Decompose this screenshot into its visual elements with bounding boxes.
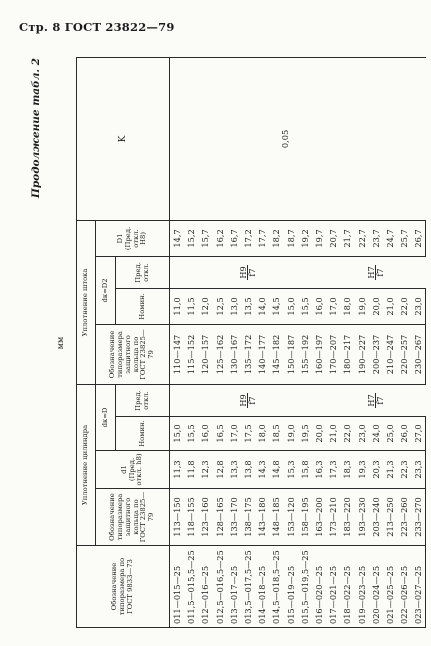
cyl-tolerance-a (170, 384, 327, 416)
cyl-d1: 17,3 (326, 451, 340, 489)
rod-ring-designation: 170—207 (326, 324, 340, 384)
cyl-dk-nominal: 16,0 (198, 417, 212, 451)
cyl-d1: 14,8 (269, 451, 283, 489)
type-designation: 012,5—016,5—25 (213, 546, 227, 628)
type-designation: 013—017—25 (227, 546, 241, 628)
rod-D1: 22,7 (354, 220, 368, 256)
rod-D1: 17,2 (241, 220, 255, 256)
rod-D1: 14,7 (170, 220, 185, 256)
rod-D1: 24,7 (383, 220, 397, 256)
rod-ring-designation: 210—247 (383, 324, 397, 384)
rod-dk-nominal: 17,0 (326, 288, 340, 324)
rod-tolerance-a (170, 256, 327, 288)
cyl-dk-nominal: 25,0 (383, 417, 397, 451)
cyl-ring-designation: 163—200 (312, 489, 326, 546)
rod-ring-designation: 125—162 (213, 324, 227, 384)
cyl-ring-designation: 148—185 (269, 489, 283, 546)
cyl-ring-designation: 153—120 (284, 489, 298, 546)
rod-dk-nominal: 22,0 (397, 288, 411, 324)
tolerance-shaft: f7 (375, 268, 386, 277)
tolerance-fraction (239, 393, 257, 407)
tolerance-fraction (367, 265, 385, 279)
rod-dk-nominal: 18,0 (340, 288, 354, 324)
cyl-dk-nominal: 15,0 (170, 417, 185, 451)
rod-tolerance-b (326, 256, 426, 288)
header-cyl-ring: Обозначение типоразмера защитного кольца по ГОСТ 23825—79 (96, 489, 170, 546)
cyl-d1: 21,3 (383, 451, 397, 489)
rod-D1: 17,7 (255, 220, 269, 256)
cyl-ring-designation: 173—210 (326, 489, 340, 546)
header-cyl-tol: Пред. откл. (116, 384, 170, 416)
rod-dk-nominal: 20,0 (369, 288, 383, 324)
header-k: K (77, 57, 170, 220)
header-rod-tol: Пред. откл. (116, 256, 170, 288)
header-rod-ring: Обозначение типоразмера защитного кольца по ГОСТ 23825—79 (96, 324, 170, 384)
tolerance-fraction (367, 393, 385, 407)
type-designation: 012—016—25 (198, 546, 212, 628)
cyl-d1: 11,8 (184, 451, 198, 489)
header-rod-dk: dк=D2 (96, 256, 116, 324)
tolerance-fraction (239, 265, 257, 279)
units-label: мм (56, 336, 65, 350)
rod-dk-nominal: 12,0 (198, 288, 212, 324)
cyl-d1: 15,3 (284, 451, 298, 489)
type-designation: 014,5—018,5—25 (269, 546, 283, 628)
cyl-dk-nominal: 24,0 (369, 417, 383, 451)
dimensions-table (76, 57, 426, 628)
cyl-ring-designation: 118—155 (184, 489, 198, 546)
rod-ring-designation: 190—227 (354, 324, 368, 384)
rod-dk-nominal: 11,5 (184, 288, 198, 324)
cyl-d1: 15,8 (298, 451, 312, 489)
type-designation: 019—023—25 (354, 546, 368, 628)
type-designation: 021—025—25 (383, 546, 397, 628)
cyl-ring-designation: 123—160 (198, 489, 212, 546)
cyl-ring-designation: 203—240 (369, 489, 383, 546)
header-type: Обозначение типоразмера по ГОСТ 9833—73 (77, 546, 170, 628)
tolerance-shaft: f7 (375, 396, 386, 405)
header-cyl-d1: d1 (Пред. откл. h8) (96, 451, 170, 489)
rod-D1: 18,7 (284, 220, 298, 256)
cyl-dk-nominal: 15,5 (184, 417, 198, 451)
cyl-ring-designation: 133—170 (227, 489, 241, 546)
rod-ring-designation: 155—192 (298, 324, 312, 384)
type-designation: 023—027—25 (411, 546, 426, 628)
tolerance-shaft: f7 (247, 268, 258, 277)
cyl-dk-nominal: 21,0 (326, 417, 340, 451)
rod-D1: 15,2 (184, 220, 198, 256)
type-designation: 014—018—25 (255, 546, 269, 628)
cyl-d1: 22,3 (397, 451, 411, 489)
tolerance-hole: H9 (237, 266, 248, 279)
rod-D1: 19,7 (312, 220, 326, 256)
cyl-ring-designation: 138—175 (241, 489, 255, 546)
rod-D1: 16,7 (227, 220, 241, 256)
rod-D1: 26,7 (411, 220, 426, 256)
type-designation: 018—022—25 (340, 546, 354, 628)
tolerance-hole: H9 (237, 394, 248, 407)
tolerance-hole: H7 (365, 394, 376, 407)
type-designation: 022—026—25 (397, 546, 411, 628)
table-body (170, 57, 426, 627)
cyl-ring-designation: 213—250 (383, 489, 397, 546)
cyl-d1: 16,3 (312, 451, 326, 489)
rod-ring-designation: 230—267 (411, 324, 426, 384)
rod-D1: 15,7 (198, 220, 212, 256)
cyl-d1: 11,3 (170, 451, 185, 489)
type-designation: 015,5—019,5—25 (298, 546, 312, 628)
cyl-dk-nominal: 18,5 (269, 417, 283, 451)
cyl-ring-designation: 223—260 (397, 489, 411, 546)
rod-dk-nominal: 15,5 (298, 288, 312, 324)
continuation-label: Продолжение табл. 2 (30, 58, 42, 199)
type-designation: 016—020—25 (312, 546, 326, 628)
type-designation: 020—024—25 (369, 546, 383, 628)
cyl-dk-nominal: 19,5 (298, 417, 312, 451)
rod-ring-designation: 135—172 (241, 324, 255, 384)
rod-ring-designation: 145—182 (269, 324, 283, 384)
rod-dk-nominal: 14,0 (255, 288, 269, 324)
header-rod-d1: D1 (Пред. откл. H8) (96, 220, 170, 256)
cyl-d1: 13,8 (241, 451, 255, 489)
rod-ring-designation: 115—152 (184, 324, 198, 384)
rod-D1: 23,7 (369, 220, 383, 256)
rod-ring-designation: 110—147 (170, 324, 185, 384)
header-cyl-dk: dк=D (96, 384, 116, 450)
cyl-ring-designation: 193—230 (354, 489, 368, 546)
rod-D1: 21,7 (340, 220, 354, 256)
table-row (170, 57, 185, 627)
header-rod-group: Уплотнение штока (77, 220, 96, 384)
rod-ring-designation: 140—177 (255, 324, 269, 384)
rod-dk-nominal: 15,0 (284, 288, 298, 324)
rod-D1: 16,2 (213, 220, 227, 256)
rod-ring-designation: 180—217 (340, 324, 354, 384)
tolerance-hole: H7 (365, 266, 376, 279)
cyl-dk-nominal: 22,0 (340, 417, 354, 451)
cyl-ring-designation: 143—180 (255, 489, 269, 546)
header-cylinder-group: Уплотнение цилиндра (77, 384, 96, 545)
cyl-d1: 13,3 (227, 451, 241, 489)
cyl-dk-nominal: 23,0 (354, 417, 368, 451)
rod-dk-nominal: 21,0 (383, 288, 397, 324)
cyl-d1: 14,3 (255, 451, 269, 489)
cyl-tolerance-b (326, 384, 426, 416)
cyl-dk-nominal: 19,0 (284, 417, 298, 451)
type-designation: 011,5—015,5—25 (184, 546, 198, 628)
rod-ring-designation: 130—167 (227, 324, 241, 384)
rod-ring-designation: 200—237 (369, 324, 383, 384)
rod-dk-nominal: 13,5 (241, 288, 255, 324)
type-designation: 017—021—25 (326, 546, 340, 628)
type-designation: 015—019—25 (284, 546, 298, 628)
k-value: 0,05 (170, 57, 426, 220)
type-designation: 011—015—25 (170, 546, 185, 628)
cyl-ring-designation: 128—165 (213, 489, 227, 546)
cyl-dk-nominal: 20,0 (312, 417, 326, 451)
cyl-dk-nominal: 16,5 (213, 417, 227, 451)
rod-ring-designation: 150—187 (284, 324, 298, 384)
rod-dk-nominal: 13,0 (227, 288, 241, 324)
cyl-d1: 12,8 (213, 451, 227, 489)
cyl-dk-nominal: 17,5 (241, 417, 255, 451)
rod-dk-nominal: 19,0 (354, 288, 368, 324)
rod-dk-nominal: 23,0 (411, 288, 426, 324)
rod-dk-nominal: 12,5 (213, 288, 227, 324)
rod-D1: 20,7 (326, 220, 340, 256)
cyl-ring-designation: 158—195 (298, 489, 312, 546)
cyl-d1: 18,3 (340, 451, 354, 489)
rod-dk-nominal: 16,0 (312, 288, 326, 324)
cyl-d1: 19,3 (354, 451, 368, 489)
rod-D1: 18,2 (269, 220, 283, 256)
cyl-dk-nominal: 27,0 (411, 417, 426, 451)
header-cyl-nom: Номин. (116, 417, 170, 451)
rod-D1: 25,7 (397, 220, 411, 256)
rod-D1: 19,2 (298, 220, 312, 256)
cyl-d1: 12,3 (198, 451, 212, 489)
rod-dk-nominal: 14,5 (269, 288, 283, 324)
cyl-dk-nominal: 17,0 (227, 417, 241, 451)
type-designation: 013,5—017,5—25 (241, 546, 255, 628)
rod-ring-designation: 160—197 (312, 324, 326, 384)
cyl-dk-nominal: 18,0 (255, 417, 269, 451)
cyl-ring-designation: 113—150 (170, 489, 185, 546)
page-header: Стр. 8 ГОСТ 23822—79 (19, 20, 175, 34)
rotated-table-block (30, 58, 424, 628)
cyl-ring-designation: 183—220 (340, 489, 354, 546)
cyl-d1: 20,3 (369, 451, 383, 489)
tolerance-shaft: f7 (247, 396, 258, 405)
rod-ring-designation: 220—257 (397, 324, 411, 384)
header-rod-nom: Номин. (116, 288, 170, 324)
cyl-ring-designation: 233—270 (411, 489, 426, 546)
rod-ring-designation: 120—157 (198, 324, 212, 384)
cyl-dk-nominal: 26,0 (397, 417, 411, 451)
rod-dk-nominal: 11,0 (170, 288, 185, 324)
cyl-d1: 23,3 (411, 451, 426, 489)
